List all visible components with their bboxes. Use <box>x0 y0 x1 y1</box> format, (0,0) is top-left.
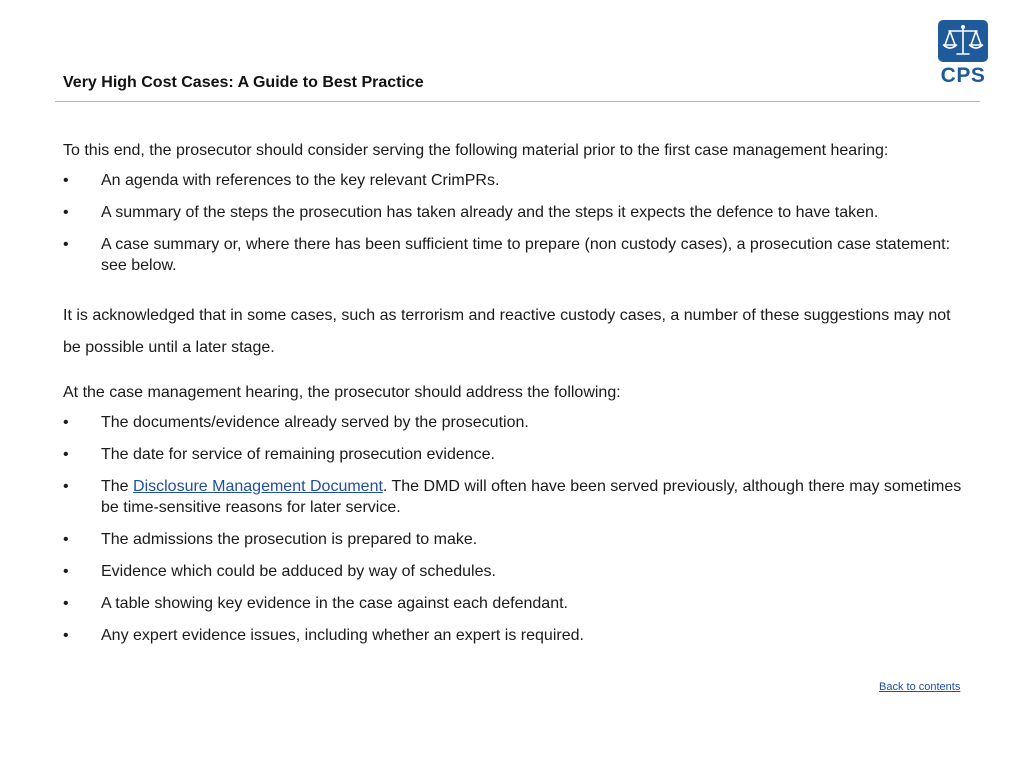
bullet-marker: • <box>63 446 69 463</box>
bullet-marker: • <box>63 204 69 221</box>
list-item-text: Any expert evidence issues, including whether an expert is required. <box>101 627 584 644</box>
list-item <box>63 561 963 582</box>
list-item-text: An agenda with references to the key relevant CrimPRs. <box>101 172 500 189</box>
bullet-marker: • <box>63 172 69 189</box>
list-item-text: A summary of the steps the prosecution has taken already and the steps it expects the defence to have taken. <box>101 204 879 221</box>
section3-intro: At the case management hearing, the prosecutor should address the following: <box>63 384 621 401</box>
page-title: Very High Cost Cases: A Guide to Best Practice <box>63 74 424 91</box>
disclosure-management-document-link[interactable]: Disclosure Management Document <box>133 478 383 495</box>
list-item-text: Evidence which could be adduced by way of schedules. <box>101 563 496 580</box>
list-item <box>63 444 963 465</box>
bullet-marker: • <box>63 627 69 644</box>
header-divider <box>55 101 980 102</box>
list-item-text: The date for service of remaining prosecution evidence. <box>101 446 495 463</box>
list-item-text: The admissions the prosecution is prepared to make. <box>101 531 478 548</box>
bullet-marker: • <box>63 595 69 612</box>
spacer <box>63 364 963 380</box>
bullet-marker: • <box>63 531 69 548</box>
section1-intro: To this end, the prosecutor should consider serving the following material prior to the first case management hearing: <box>63 142 889 159</box>
back-to-contents-link[interactable]: Back to contents <box>879 681 961 693</box>
list-item <box>63 476 963 518</box>
list-item <box>63 234 963 276</box>
scales-of-justice-icon <box>938 20 988 62</box>
list-item <box>63 625 963 646</box>
list-item-text: A case summary or, where there has been sufficient time to prepare (non custody cases), a prosecution case statement: see below. <box>101 236 951 274</box>
bullet-marker: • <box>63 414 69 431</box>
list-item <box>63 529 963 550</box>
dmd-prefix: The <box>101 478 134 495</box>
list-item <box>63 593 963 614</box>
list-item-text: A table showing key evidence in the case against each defendant. <box>101 595 568 612</box>
list-item-text: The documents/evidence already served by the prosecution. <box>101 414 529 431</box>
list-item <box>63 170 963 191</box>
section1-bullet-list <box>63 170 963 276</box>
logo-box <box>938 20 988 62</box>
cps-logo <box>938 20 988 90</box>
main-content <box>63 138 963 657</box>
section3-bullet-list <box>63 412 963 646</box>
bullet-marker: • <box>63 563 69 580</box>
dmd-suffix: . The DMD will often have been served previously, although there may sometimes be time-sensitive reasons for later service. <box>101 478 962 516</box>
section2-text: It is acknowledged that in some cases, such as terrorism and reactive custody cases, a number of these suggestions may not be possible until a later stage. <box>63 307 951 356</box>
logo-text: CPS <box>940 64 986 87</box>
list-item <box>63 412 963 433</box>
bullet-marker: • <box>63 236 69 253</box>
bullet-marker: • <box>63 478 69 495</box>
list-item <box>63 202 963 223</box>
